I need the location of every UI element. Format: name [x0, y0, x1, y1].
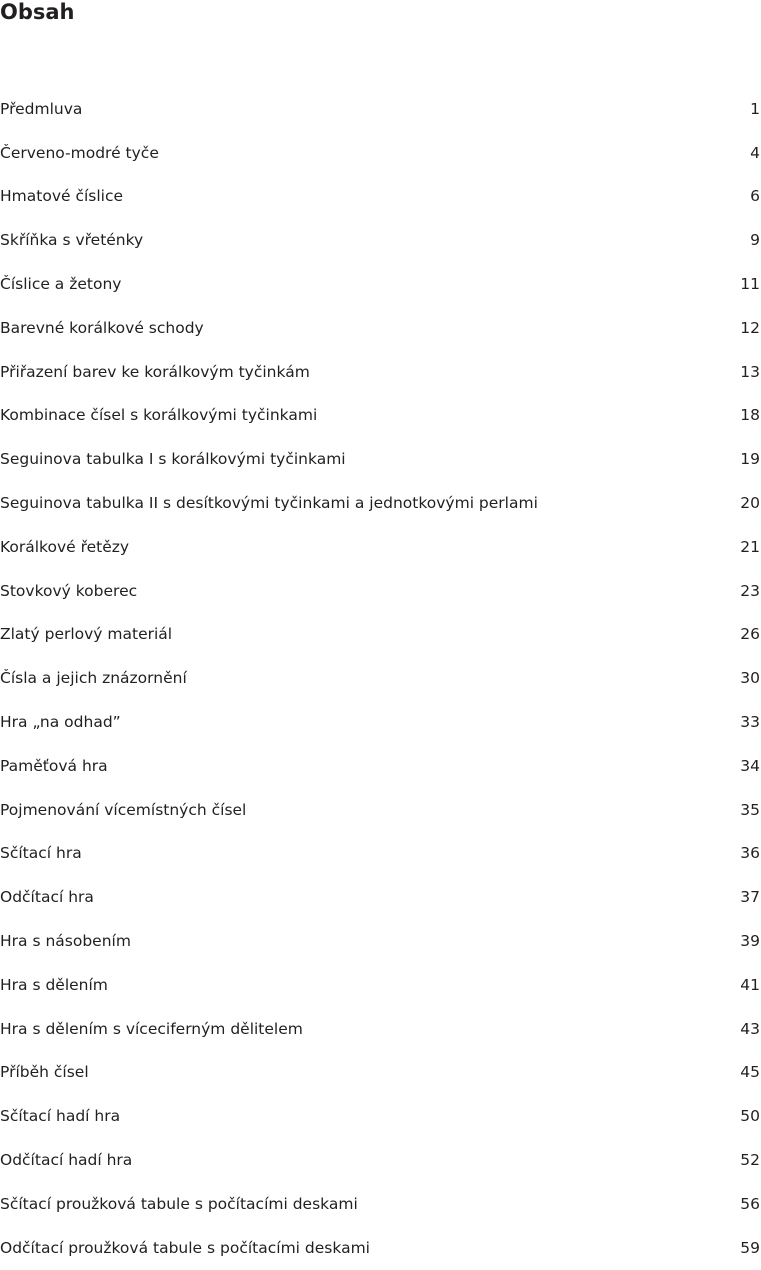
toc-entry[interactable]: [0, 875, 761, 919]
toc-entry-title: Odčítací hadí hra: [0, 1151, 133, 1170]
toc-entry-page: 45: [740, 1063, 760, 1082]
toc-entry-page: 13: [740, 362, 760, 381]
toc-entry-title: Korálkové řetězy: [0, 537, 130, 556]
toc-entry-title: Čísla a jejich znázornění: [0, 669, 187, 688]
toc-entry[interactable]: [0, 350, 761, 394]
toc-entry[interactable]: [0, 656, 761, 700]
toc-entry[interactable]: [0, 832, 761, 876]
toc-entry[interactable]: [0, 569, 761, 613]
toc-entry-title: Odčítací proužková tabule s počítacími deskami: [0, 1238, 370, 1257]
toc-entry-title: Hra s násobením: [0, 932, 131, 951]
toc-entry[interactable]: [0, 87, 761, 131]
toc-entry-title: Hra „na odhad”: [0, 713, 121, 732]
toc-entry-title: Pojmenování vícemístných čísel: [0, 800, 247, 819]
toc-entry[interactable]: [0, 1051, 761, 1095]
toc-entry[interactable]: [0, 131, 761, 175]
toc-entry-title: Seguinova tabulka II s desítkovými tyčinkami a jednotkovými perlami: [0, 494, 538, 513]
toc-entry-page: 50: [740, 1107, 760, 1126]
toc-entry-page: 19: [740, 450, 760, 469]
table-of-contents: [0, 87, 761, 1270]
toc-entry-page: 33: [740, 713, 760, 732]
toc-entry[interactable]: [0, 963, 761, 1007]
toc-entry[interactable]: [0, 1138, 761, 1182]
toc-entry-page: 21: [740, 537, 760, 556]
toc-entry-page: 26: [740, 625, 760, 644]
toc-entry-title: Sčítací hra: [0, 844, 82, 863]
toc-entry-title: Sčítací hadí hra: [0, 1107, 121, 1126]
toc-entry[interactable]: [0, 437, 761, 481]
toc-entry[interactable]: [0, 700, 761, 744]
toc-entry-page: 43: [740, 1019, 760, 1038]
toc-entry[interactable]: [0, 788, 761, 832]
toc-entry[interactable]: [0, 175, 761, 219]
toc-entry-page: 41: [740, 975, 760, 994]
toc-entry-title: Předmluva: [0, 99, 83, 118]
toc-entry-page: 39: [740, 932, 760, 951]
toc-entry-page: 1: [750, 99, 760, 118]
toc-entry-page: 37: [740, 888, 760, 907]
toc-entry-title: Odčítací hra: [0, 888, 94, 907]
toc-entry[interactable]: [0, 394, 761, 438]
toc-entry-title: Červeno-modré tyče: [0, 143, 159, 162]
toc-entry-title: Skříňka s vřeténky: [0, 231, 144, 250]
toc-entry-title: Příběh čísel: [0, 1063, 89, 1082]
toc-entry-title: Přiřazení barev ke korálkovým tyčinkám: [0, 362, 310, 381]
toc-entry-title: Zlatý perlový materiál: [0, 625, 173, 644]
toc-entry-title: Hmatové číslice: [0, 187, 124, 206]
toc-entry-title: Barevné korálkové schody: [0, 318, 204, 337]
toc-entry[interactable]: [0, 525, 761, 569]
toc-entry-page: 12: [740, 318, 760, 337]
toc-entry-page: 35: [740, 800, 760, 819]
toc-entry-page: 36: [740, 844, 760, 863]
toc-entry-page: 34: [740, 756, 760, 775]
toc-entry-title: Sčítací proužková tabule s počítacími deskami: [0, 1194, 358, 1213]
toc-entry-page: 11: [740, 275, 760, 294]
toc-entry[interactable]: [0, 744, 761, 788]
toc-entry-title: Paměťová hra: [0, 756, 108, 775]
toc-entry-page: 56: [740, 1194, 760, 1213]
page-title: Obsah: [0, 0, 75, 24]
toc-entry-page: 4: [750, 143, 760, 162]
toc-entry-page: 59: [740, 1238, 760, 1257]
toc-entry-title: Číslice a žetony: [0, 275, 122, 294]
toc-entry[interactable]: [0, 306, 761, 350]
toc-entry[interactable]: [0, 613, 761, 657]
toc-entry-page: 23: [740, 581, 760, 600]
toc-entry[interactable]: [0, 1094, 761, 1138]
toc-entry-title: Seguinova tabulka I s korálkovými tyčinkami: [0, 450, 346, 469]
toc-entry-title: Hra s dělením: [0, 975, 108, 994]
toc-entry-title: Kombinace čísel s korálkovými tyčinkami: [0, 406, 318, 425]
toc-entry-title: Stovkový koberec: [0, 581, 138, 600]
toc-entry-page: 18: [740, 406, 760, 425]
toc-entry[interactable]: [0, 262, 761, 306]
toc-entry-page: 9: [750, 231, 760, 250]
toc-entry-title: Hra s dělením s víceciferným dělitelem: [0, 1019, 303, 1038]
toc-entry[interactable]: [0, 481, 761, 525]
toc-entry-page: 6: [750, 187, 760, 206]
toc-entry-page: 20: [740, 494, 760, 513]
toc-entry[interactable]: [0, 1182, 761, 1226]
toc-entry-page: 30: [740, 669, 760, 688]
toc-entry[interactable]: [0, 1007, 761, 1051]
toc-entry[interactable]: [0, 919, 761, 963]
toc-entry[interactable]: [0, 1226, 761, 1270]
toc-entry[interactable]: [0, 218, 761, 262]
toc-entry-page: 52: [740, 1151, 760, 1170]
